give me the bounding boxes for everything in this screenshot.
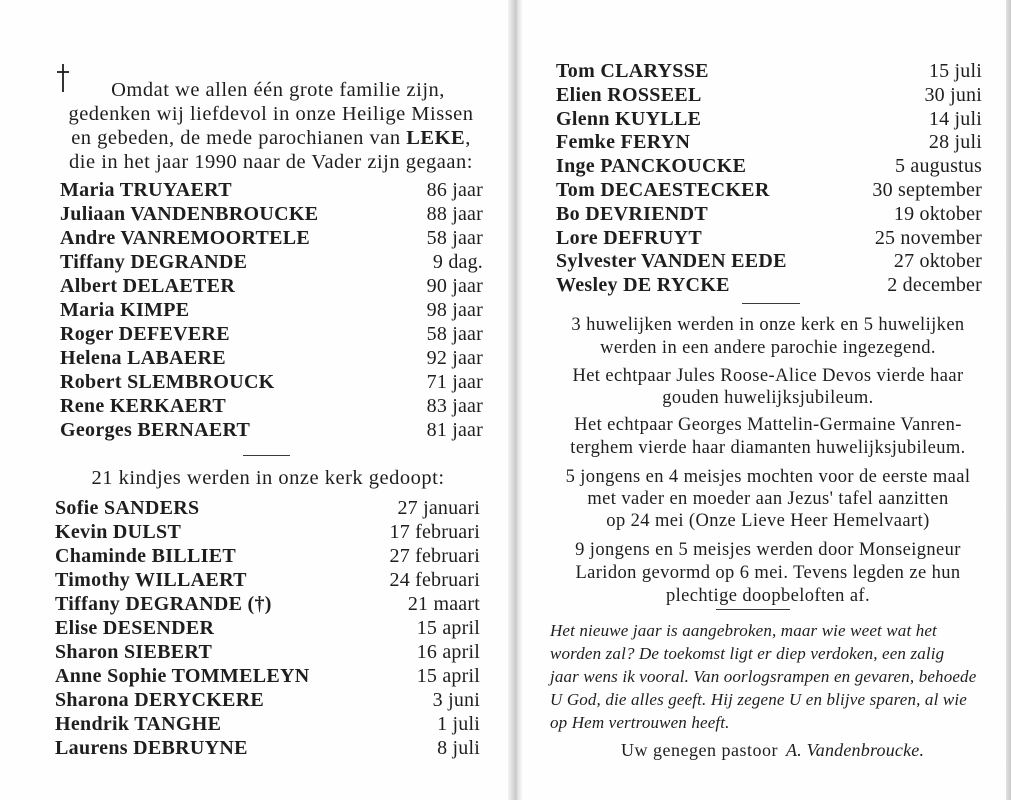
- deceased-age: 58 jaar: [426, 227, 483, 249]
- golden-jubilee-paragraph: [548, 365, 988, 409]
- paragraph-line: Laridon gevormd op 6 mei. Tevens legden ze hun: [575, 563, 961, 583]
- deceased-row: [60, 418, 483, 442]
- deceased-age: 86 jaar: [426, 179, 483, 201]
- baptism-date: 21 maart: [407, 593, 480, 615]
- closing-line: Het nieuwe jaar is aangebroken, maar wie weet wat het: [550, 621, 937, 640]
- section-divider: [716, 609, 790, 610]
- deceased-name: Andre VANREMOORTELE: [60, 227, 311, 249]
- baptism-date: 19 oktober: [893, 202, 982, 225]
- baptism-list: [55, 496, 480, 760]
- intro-line-3-punctuation: ,: [465, 127, 471, 149]
- baptism-row: [55, 592, 480, 616]
- section-divider: [243, 455, 290, 456]
- baptism-date: 15 juli: [928, 60, 982, 82]
- baptism-row: [55, 520, 480, 544]
- baptism-date: 27 januari: [397, 497, 480, 519]
- paragraph-line: werden in een andere parochie ingezegend.: [600, 338, 936, 358]
- baptism-date: 5 augustus: [895, 155, 982, 178]
- baptism-name: Tom CLARYSSE: [556, 60, 709, 82]
- baptism-name: Lore DEFRUYT: [556, 226, 703, 249]
- baptism-date: 14 juli: [928, 107, 982, 130]
- page-fold: [508, 0, 522, 800]
- deceased-row: [60, 250, 483, 274]
- deceased-age: 92 jaar: [426, 347, 483, 369]
- paragraph-line: 9 jongens en 5 meisjes werden door Monseigneur: [575, 540, 961, 560]
- deceased-row: [60, 322, 483, 346]
- baptism-row: [55, 640, 480, 664]
- closing-line: U God, die alles geeft. Hij zegene U en blijve sparen, al wie: [550, 690, 967, 709]
- baptism-row: [556, 227, 982, 251]
- baptism-row: [55, 688, 480, 712]
- page-edge: [1006, 0, 1011, 800]
- baptism-name: Sharona DERYCKERE: [55, 689, 265, 711]
- baptism-row: [55, 616, 480, 640]
- baptism-date: 1 juli: [437, 713, 480, 735]
- baptism-date: 3 juni: [432, 689, 480, 711]
- baptism-date: 17 februari: [389, 521, 480, 543]
- section-divider: [742, 303, 800, 304]
- paragraph-line: 5 jongens en 4 meisjes mochten voor de eerste maal: [565, 467, 971, 487]
- right-page: [522, 0, 1006, 800]
- deceased-row: [60, 394, 483, 418]
- paragraph-line: plechtige doopbeloften af.: [665, 586, 871, 606]
- baptism-row: [556, 274, 982, 298]
- baptism-name: Tom DECAESTECKER: [556, 178, 770, 201]
- baptism-row: [556, 108, 982, 132]
- deceased-row: [60, 346, 483, 370]
- deceased-name: Albert DELAETER: [60, 275, 236, 297]
- baptism-row: [556, 60, 982, 84]
- confirmation-paragraph: [548, 539, 988, 608]
- deceased-name: Rene KERKAERT: [60, 395, 226, 417]
- baptism-name: Laurens DEBRUYNE: [55, 737, 248, 759]
- baptism-name: Hendrik TANGHE: [55, 713, 222, 735]
- baptism-name: Bo DEVRIENDT: [556, 202, 708, 225]
- baptism-row: [55, 496, 480, 520]
- baptism-row: [556, 179, 982, 203]
- deceased-name: Georges BERNAERT: [60, 419, 251, 441]
- deceased-name: Robert SLEMBROUCK: [60, 371, 275, 393]
- deceased-name: Maria KIMPE: [60, 299, 190, 321]
- baptism-name: Timothy WILLAERT: [55, 569, 247, 591]
- deceased-row: [60, 202, 483, 226]
- marriages-paragraph: [548, 314, 988, 360]
- baptism-row: [55, 712, 480, 736]
- paragraph-line: terghem vierde haar diamanten huwelijksjubileum.: [570, 438, 966, 458]
- baptism-name: Elise DESENDER: [55, 617, 215, 639]
- intro-line-4: die in het jaar 1990 naar de Vader zijn gegaan:: [69, 151, 473, 173]
- baptism-date: 25 november: [874, 226, 982, 249]
- signature-name: A. Vandenbroucke.: [785, 740, 925, 760]
- baptism-date: 24 februari: [389, 569, 480, 591]
- baptism-name: Sofie SANDERS: [55, 497, 200, 519]
- baptism-date: 27 oktober: [893, 250, 982, 273]
- paragraph-line: Het echtpaar Jules Roose-Alice Devos vierde haar: [572, 366, 964, 386]
- signature-text: Uw genegen pastoor: [621, 740, 778, 760]
- deceased-row: [60, 274, 483, 298]
- deceased-age: 88 jaar: [426, 203, 483, 225]
- deceased-age: 83 jaar: [426, 395, 483, 417]
- paragraph-line: gouden huwelijksjubileum.: [662, 388, 874, 408]
- baptism-list-continued: [556, 60, 982, 298]
- baptism-name: Inge PANCKOUCKE: [556, 155, 747, 178]
- intro-line-3: [51, 126, 491, 150]
- baptism-name: Kevin DULST: [55, 521, 182, 543]
- baptism-name: Elien ROSSEEL: [556, 83, 702, 106]
- deceased-name: Maria TRUYAERT: [60, 179, 232, 201]
- diamond-jubilee-paragraph: [548, 414, 988, 460]
- baptism-name: Femke FERYN: [556, 131, 691, 154]
- closing-line: worden zal? De toekomst ligt er diep verdoken, een zalig: [550, 644, 945, 663]
- baptism-row: [55, 568, 480, 592]
- first-communion-paragraph: [548, 466, 988, 532]
- deceased-name: Tiffany DEGRANDE: [60, 251, 248, 273]
- baptism-name: Glenn KUYLLE: [556, 107, 702, 130]
- deceased-age: 81 jaar: [426, 419, 483, 441]
- parish-name: LEKE: [406, 127, 466, 149]
- deceased-name: Juliaan VANDENBROUCKE: [60, 203, 319, 225]
- deceased-name: Helena LABAERE: [60, 347, 226, 369]
- deceased-row: [60, 370, 483, 394]
- deceased-age: 98 jaar: [426, 299, 483, 321]
- baptism-name: Chaminde BILLIET: [55, 545, 236, 567]
- deceased-age: 71 jaar: [426, 371, 483, 393]
- baptism-name: Wesley DE RYCKE: [556, 274, 730, 297]
- signature: [621, 739, 924, 762]
- intro-line-1: Omdat we allen één grote familie zijn,: [111, 79, 445, 101]
- baptism-row: [556, 131, 982, 155]
- baptism-date: 28 juli: [928, 131, 982, 154]
- baptism-name: Sylvester VANDEN EEDE: [556, 250, 787, 273]
- paragraph-line: met vader en moeder aan Jezus' tafel aanzitten: [587, 489, 949, 509]
- paragraph-line: Het echtpaar Georges Mattelin-Germaine Vanren-: [574, 415, 962, 435]
- baptism-date: 30 juni: [924, 83, 982, 106]
- closing-blessing: [550, 619, 976, 734]
- baptism-row: [556, 155, 982, 179]
- baptism-row: [55, 736, 480, 760]
- deceased-row: [60, 226, 483, 250]
- baptism-date: 15 april: [416, 665, 480, 687]
- baptism-row: [556, 203, 982, 227]
- baptism-row: [556, 250, 982, 274]
- baptism-name: Anne Sophie TOMMELEYN: [55, 665, 310, 687]
- baptism-name: Sharon SIEBERT: [55, 641, 213, 663]
- deceased-name: Roger DEFEVERE: [60, 323, 230, 345]
- baptism-date: 16 april: [416, 641, 480, 663]
- intro-line-2: gedenken wij liefdevol in onze Heilige Missen: [68, 103, 474, 125]
- deceased-list: [60, 178, 483, 442]
- baptism-date: 30 september: [872, 178, 982, 201]
- closing-line: jaar wens ik vooral. Van oorlogsrampen en gevaren, behoede: [550, 667, 977, 686]
- deceased-row: [60, 298, 483, 322]
- deceased-row: [60, 178, 483, 202]
- deceased-age: 9 dag.: [432, 251, 483, 273]
- paragraph-line: 3 huwelijken werden in onze kerk en 5 huwelijken: [571, 315, 965, 335]
- deceased-age: 90 jaar: [426, 275, 483, 297]
- closing-line: op Hem vertrouwen heeft.: [550, 713, 730, 732]
- deceased-age: 58 jaar: [426, 323, 483, 345]
- intro-line-3-text: en gebeden, de mede parochianen van: [71, 127, 407, 149]
- baptism-date: 2 december: [887, 274, 982, 297]
- baptism-date: 15 april: [416, 617, 480, 639]
- baptism-heading: 21 kindjes werden in onze kerk gedoopt:: [91, 467, 445, 489]
- baptism-date: 8 juli: [437, 737, 480, 759]
- intro-paragraph: [51, 78, 491, 174]
- paragraph-line: op 24 mei (Onze Lieve Heer Hemelvaart): [606, 511, 930, 531]
- baptism-date: 27 februari: [389, 545, 480, 567]
- baptism-row: [556, 84, 982, 108]
- baptism-row: [55, 664, 480, 688]
- baptism-row: [55, 544, 480, 568]
- baptism-name: Tiffany DEGRANDE (†): [55, 593, 272, 615]
